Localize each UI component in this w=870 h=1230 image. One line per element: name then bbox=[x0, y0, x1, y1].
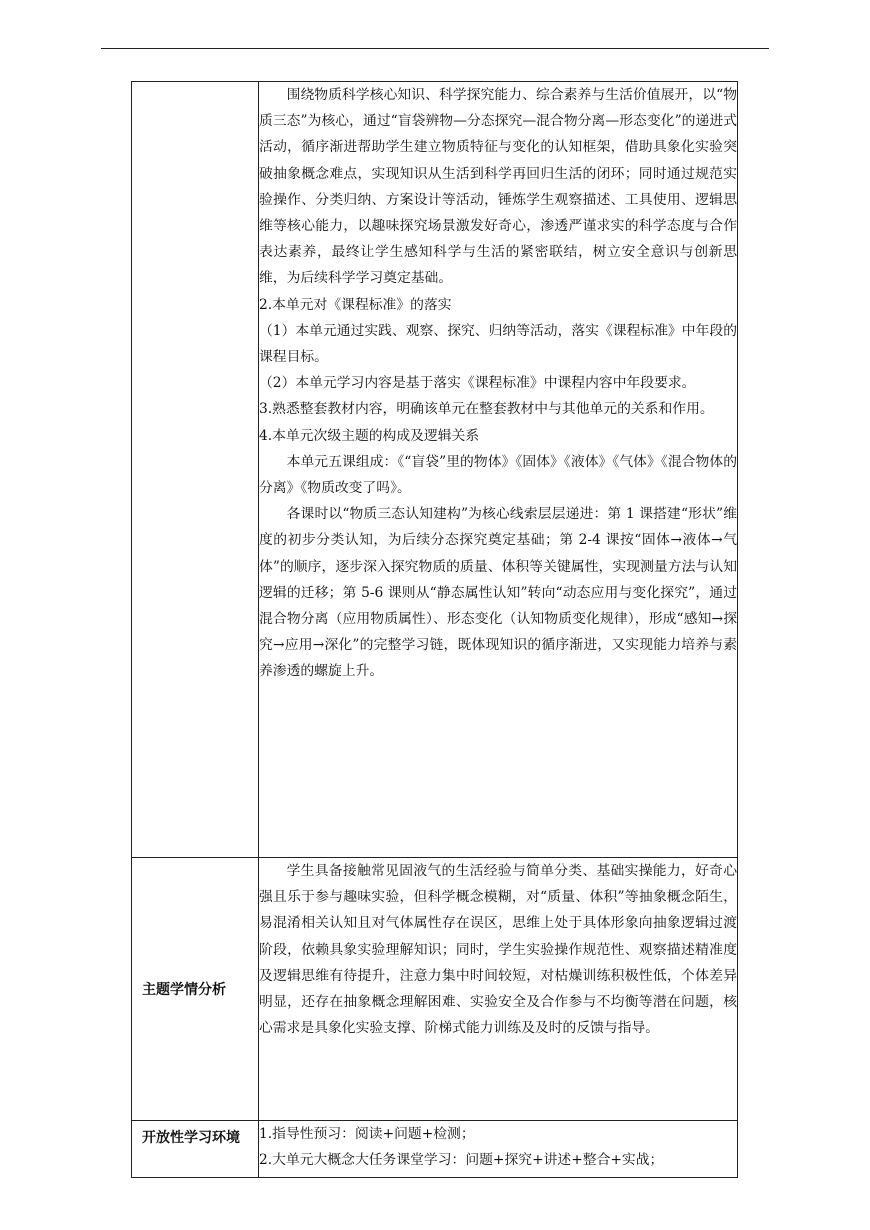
header-rule bbox=[101, 48, 769, 49]
paragraph: 学生具备接触常见固液气的生活经验与简单分类、基础实操能力，好奇心强且乐于参与趣味实验，但科学概念模糊，对“质量、体积”等抽象概念陌生，易混淆相关认知且对气体属性存在误区，思维上处于具体形象向抽象逻辑过渡阶段，依赖具象实验理解知识；同时，学生实验操作规范性、观察描述精准度及逻辑思维有待提升，注意力集中时间较短，对枯燥训练积极性低，个体差异明显，还存在抽象概念理解困难、实验安全及合作参与不均衡等潜在问题，核心需求是具象化实验支撑、阶梯式能力训练及及时的反馈与指导。 bbox=[259, 863, 737, 1037]
row-content bbox=[259, 82, 738, 858]
paragraph: 围绕物质科学核心知识、科学探究能力、综合素养与生活价值展开，以“物质三态”为核心，通过“盲袋辨物—分态探究—混合物分离—形态变化”的递进式活动，循序渐进帮助学生建立物质特征与变化的认知框架，借助具象化实验突破抽象概念难点，实现知识从生活到科学再回归生活的闭环；同时通过规范实验操作、分类归纳、方案设计等活动，锤炼学生观察描述、工具使用、逻辑思维等核心能力，以趣味探究场景激发好奇心，渗透严谨求实的科学态度与合作表达素养，最终让学生感知科学与生活的紧密联结，树立安全意识与创新思维，为后续科学学习奠定基础。 bbox=[259, 87, 737, 287]
paragraph: 本单元五课组成：《“盲袋”里的物体》《固体》《液体》《气体》《混合物体的分离》《物质改变了吗》。 bbox=[259, 453, 737, 497]
paragraph: 2.大单元大概念大任务课堂学习：问题+探究+讲述+整合+实战； bbox=[259, 1152, 664, 1169]
paragraph: （1）本单元通过实践、观察、探究、归纳等活动，落实《课程标准》中年段的课程目标。 bbox=[259, 322, 737, 366]
paragraph: 2.本单元对《课程标准》的落实 bbox=[259, 296, 452, 313]
paragraph: 1.指导性预习：阅读+问题+检测； bbox=[259, 1126, 475, 1142]
table-row bbox=[132, 82, 738, 858]
row-content bbox=[259, 858, 738, 1121]
row-label-student-analysis: 主题学情分析 bbox=[132, 858, 259, 1121]
row-label-learning-environment: 开放性学习环境 bbox=[132, 1121, 259, 1178]
table-row bbox=[132, 1121, 738, 1178]
lesson-plan-table bbox=[131, 81, 738, 1178]
row-label bbox=[132, 82, 259, 858]
paragraph: （2）本单元学习内容是基于落实《课程标准》中课程内容中年段要求。 bbox=[259, 375, 696, 392]
paragraph: 各课时以“物质三态认知建构”为核心线索层层递进：第 1 课搭建“形状”维度的初步分类认知，为后续分态探究奠定基础；第 2-4 课按“固体→液体→气体”的顺序，逐步深入探究物质的质量、体积等关键属性，实现测量方法与认知逻辑的迁移；第 5-6 课则从“静态属性认知”转向“动态应用与变化探究”，通过混合物分离（应用物质属性）、形态变化（认知物质变化规律），形成“感知→探究→应用→深化”的完整学习链，既体现知识的循序渐进，又实现能力培养与素养渗透的螺旋上升。 bbox=[259, 506, 737, 680]
row-content bbox=[259, 1121, 738, 1178]
table-row bbox=[132, 858, 738, 1121]
paragraph: 3.熟悉整套教材内容，明确该单元在整套教材中与其他单元的关系和作用。 bbox=[259, 401, 714, 418]
paragraph: 4.本单元次级主题的构成及逻辑关系 bbox=[259, 427, 480, 444]
